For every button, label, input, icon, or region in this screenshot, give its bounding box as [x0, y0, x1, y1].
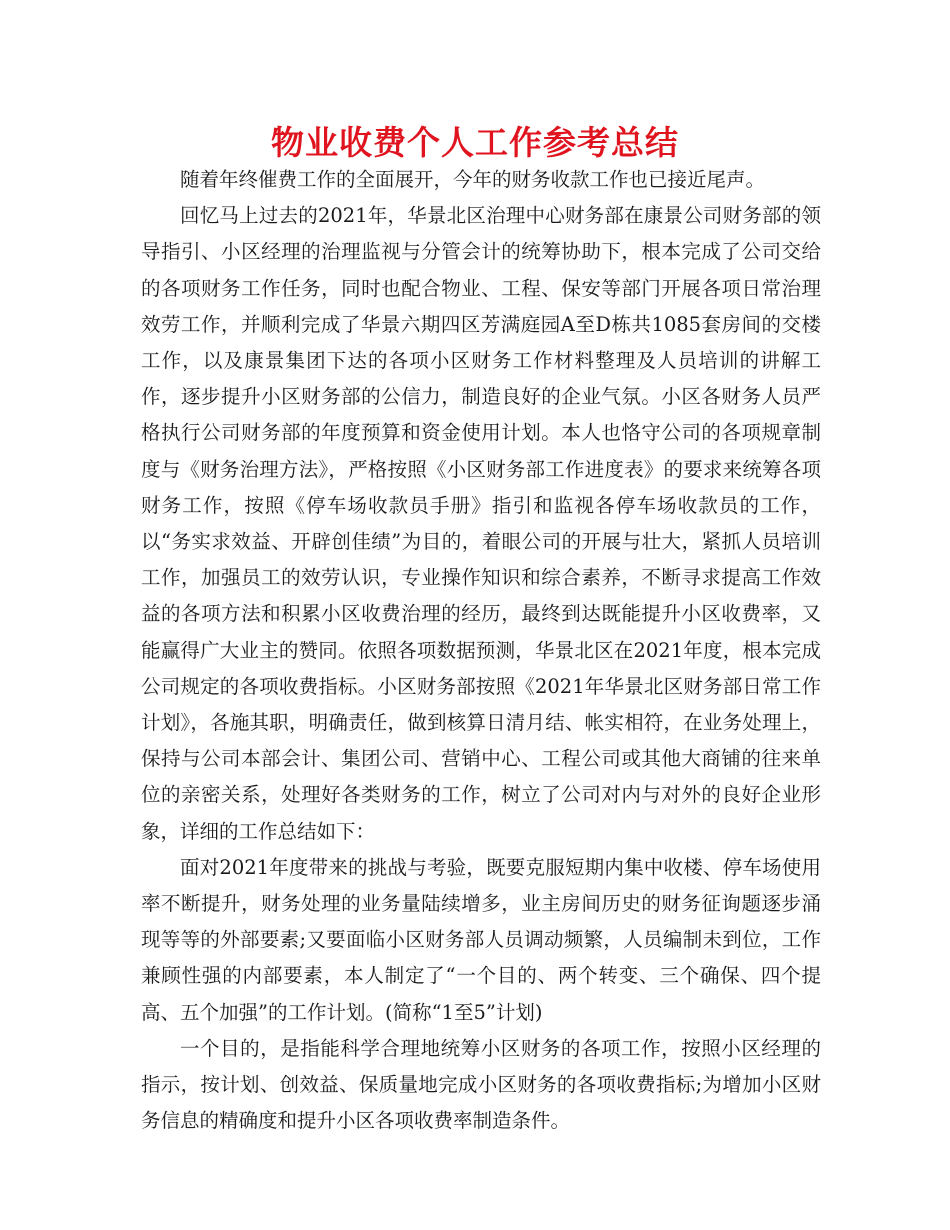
document-title: 物业收费个人工作参考总结 [271, 123, 679, 162]
paragraph-challenges: 面对2021年度带来的挑战与考验，既要克服短期内集中收楼、停车场使用率不断提升，财务处理的业务量陆续增多，业主房间历史的财务征询题逐步涌现等等的外部要素;又要面临小区财务部人员调动频繁，人员编制未到位，工作兼顾性强的内部要素，本人制定了“一个目的、两个转变、三个确保、四个提高、五个加强”的工作计划。(简称“1至5”计划) [141, 855, 821, 1024]
document-body [141, 162, 821, 1139]
paragraph-intro: 随着年终催费工作的全面展开，今年的财务收款工作也已接近尾声。 [180, 168, 766, 191]
paragraph-one-goal: 一个目的，是指能科学合理地统筹小区财务的各项工作，按照小区经理的指示，按计划、创效益、保质量地完成小区财务的各项收费指标;为增加小区财务信息的精确度和提升小区各项收费率制造条件。 [141, 1036, 821, 1133]
paragraph-review: 回忆马上过去的2021年，华景北区治理中心财务部在康景公司财务部的领导指引、小区经理的治理监视与分管会计的统筹协助下，根本完成了公司交给的各项财务工作任务，同时也配合物业、工程、保安等部门开展各项日常治理效劳工作，并顺利完成了华景六期四区芳满庭园A至D栋共1085套房间的交楼工作，以及康景集团下达的各项小区财务工作材料整理及人员培训的讲解工作，逐步提升小区财务部的公信力，制造良好的企业气氛。小区各财务人员严格执行公司财务部的年度预算和资金使用计划。本人也恪守公司的各项规章制度与《财务治理方法》，严格按照《小区财务部工作进度表》的要求来统筹各项财务工作，按照《停车场收款员手册》指引和监视各停车场收款员的工作，以“务实求效益、开辟创佳绩”为目的，着眼公司的开展与壮大，紧抓人员培训工作，加强员工的效劳认识，专业操作知识和综合素养，不断寻求提高工作效益的各项方法和积累小区收费治理的经历，最终到达既能提升小区收费率，又能赢得广大业主的赞同。依照各项数据预测，华景北区在2021年度，根本完成公司规定的各项收费指标。小区财务部按照《2021年华景北区财务部日常工作计划》，各施其职，明确责任，做到核算日清月结、帐实相符，在业务处理上，保持与公司本部会计、集团公司、营销中心、工程公司或其他大商铺的往来单位的亲密关系，处理好各类财务的工作，树立了公司对内与对外的良好企业形象，详细的工作总结如下： [141, 204, 821, 843]
